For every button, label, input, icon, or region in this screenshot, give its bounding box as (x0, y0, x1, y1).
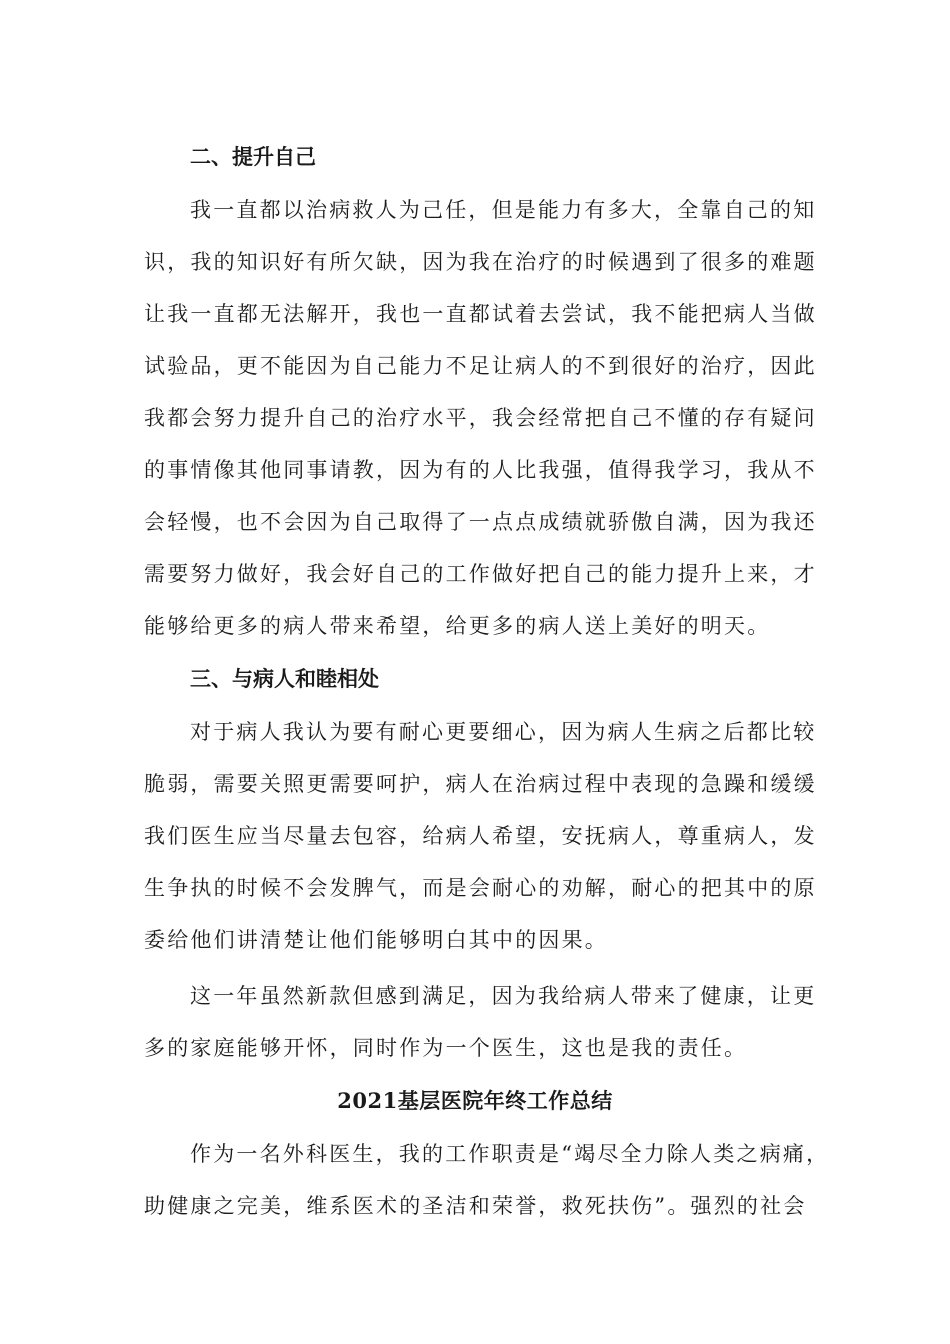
paragraph-line: 识，我的知识好有所欠缺，因为我在治疗的时候遇到了很多的难题 (144, 250, 817, 274)
paragraph-line: 让我一直都无法解开，我也一直都试着去尝试，我不能把病人当做 (144, 302, 817, 326)
paragraph-line: 能够给更多的病人带来希望，给更多的病人送上美好的明天。 (144, 614, 771, 638)
paragraph-line: 脆弱，需要关照更需要呵护，病人在治病过程中表现的急躁和缓缓 (144, 772, 817, 796)
paragraph-line: 我们医生应当尽量去包容，给病人希望，安抚病人，尊重病人，发 (144, 824, 817, 848)
paragraph-line: 这一年虽然新款但感到满足，因为我给病人带来了健康，让更 (190, 984, 817, 1008)
paragraph-line: 我都会努力提升自己的治疗水平，我会经常把自己不懂的存有疑问 (144, 406, 817, 430)
section-heading-patient-harmony: 三、与病人和睦相处 (190, 666, 379, 691)
section-heading-improve-self: 二、提升自己 (190, 144, 316, 169)
paragraph-line: 作为一名外科医生，我的工作职责是“竭尽全力除人类之病痛， (190, 1142, 830, 1166)
document-body (144, 130, 830, 1232)
paragraph-line: 我一直都以治病救人为己任，但是能力有多大，全靠自己的知 (190, 198, 817, 222)
paragraph-line: 生争执的时候不会发脾气，而是会耐心的劝解，耐心的把其中的原 (144, 876, 817, 900)
intro-paragraph (144, 1128, 830, 1232)
paragraph-line: 试验品，更不能因为自己能力不足让病人的不到很好的治疗，因此 (144, 354, 817, 378)
paragraph-line: 多的家庭能够开怀，同时作为一个医生，这也是我的责任。 (144, 1036, 748, 1060)
paragraph-line: 会轻慢，也不会因为自己取得了一点点成绩就骄傲自满，因为我还 (144, 510, 817, 534)
paragraph-line: 委给他们讲清楚让他们能够明白其中的因果。 (144, 928, 608, 952)
section-paragraph-patient-harmony (144, 706, 817, 966)
paragraph-line: 助健康之完美，维系医术的圣洁和荣誉，救死扶伤”。强烈的社会 (144, 1194, 807, 1218)
paragraph-line: 需要努力做好，我会好自己的工作做好把自己的能力提升上来，才 (144, 562, 817, 586)
document-title: 2021基层医院年终工作总结 (337, 1088, 613, 1113)
paragraph-line: 的事情像其他同事请教，因为有的人比我强，值得我学习，我从不 (144, 458, 817, 482)
section-paragraph-improve-self (144, 184, 817, 652)
closing-paragraph (144, 970, 817, 1074)
paragraph-line: 对于病人我认为要有耐心更要细心，因为病人生病之后都比较 (190, 720, 817, 744)
